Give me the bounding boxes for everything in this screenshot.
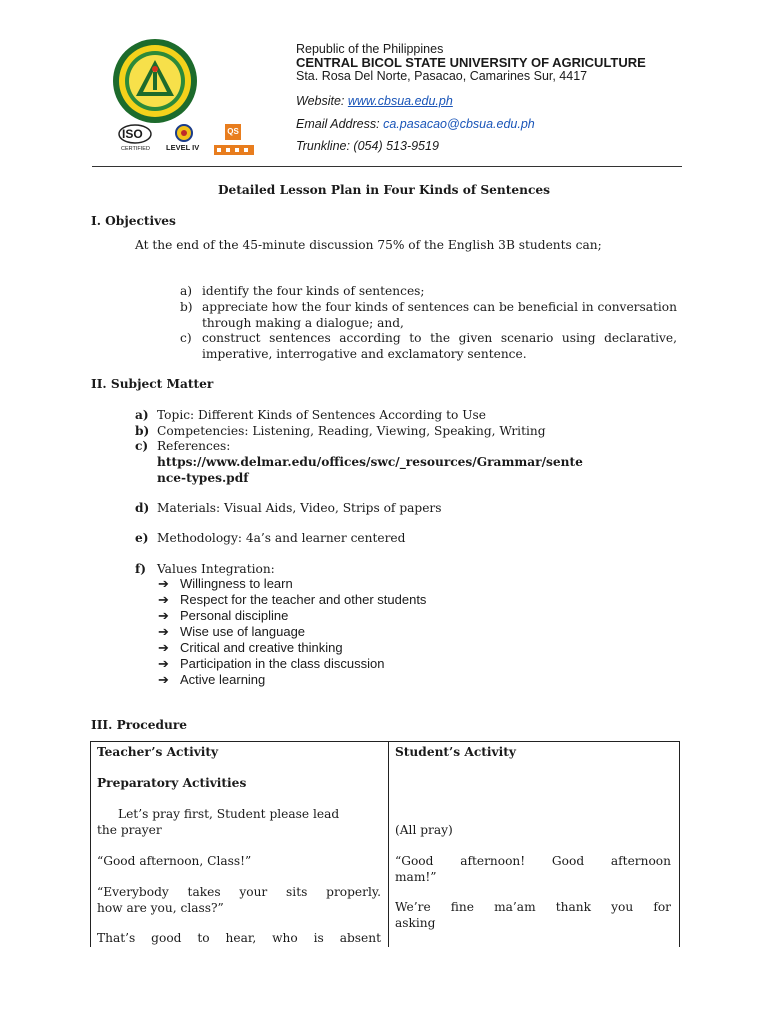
student-activity-header: Student’s Activity (395, 745, 516, 759)
subject-materials (157, 500, 441, 516)
teacher-activity-header: Teacher’s Activity (97, 745, 219, 759)
objective-item-marker: c) (180, 331, 192, 345)
qs-stars-icon (214, 145, 254, 155)
reference-url-line1[interactable]: https://www.delmar.edu/offices/swc/_resources/Grammar/sente (157, 455, 583, 469)
value-text: Participation in the class discussion (180, 656, 385, 671)
level-iv-text: LEVEL IV (166, 143, 200, 152)
subject-methodology: Methodology: 4a’s and learner centered (157, 531, 406, 545)
header-website (296, 94, 453, 109)
topic-value: Different Kinds of Sentences According to Use (194, 408, 486, 422)
header-university-name: CENTRAL BICOL STATE UNIVERSITY OF AGRICULTURE (296, 55, 646, 70)
header-divider (92, 166, 682, 167)
table-column-divider (388, 742, 389, 947)
header-email (296, 117, 535, 132)
header-republic: Republic of the Philippines (296, 42, 444, 56)
materials-label: Materials: (157, 501, 221, 515)
list-item (158, 656, 426, 672)
iso-certified-badge (118, 124, 158, 152)
teacher-prayer-line1: Let’s pray first, Student please lead (118, 807, 340, 821)
subject-matter-heading: II. Subject Matter (91, 377, 214, 391)
student-greeting-line1: “Good afternoon! Good afternoon (395, 854, 671, 868)
right-arrow-icon: ➔ (158, 624, 169, 639)
website-label: Website: (296, 94, 348, 108)
certification-badges (118, 124, 258, 160)
preparatory-activities: Preparatory Activities (97, 776, 247, 790)
subject-item-marker: c) (135, 439, 149, 453)
right-arrow-icon: ➔ (158, 672, 169, 687)
website-link[interactable]: www.cbsua.edu.ph (347, 94, 453, 108)
list-item (158, 640, 426, 656)
value-text: Active learning (180, 672, 266, 687)
objective-item-text: identify the four kinds of sentences; (202, 284, 425, 298)
topic-label: Topic: (157, 408, 195, 422)
teacher-seating-line2: how are you, class?” (97, 901, 224, 915)
objective-item-text: construct sentences according to the given scenario using declarative, imperative, interrogative and exclamatory sentence. (202, 331, 677, 361)
student-response-line1: We’re fine ma’am thank you for (395, 900, 671, 914)
subject-item-marker: e) (135, 531, 149, 545)
objectives-heading: I. Objectives (91, 214, 176, 228)
email-link[interactable]: ca.pasacao@cbsua.edu.ph (383, 117, 535, 131)
student-greeting-line2: mam!” (395, 870, 437, 884)
value-text: Respect for the teacher and other students (180, 592, 427, 607)
iso-badge-subtext: CERTIFIED (121, 146, 150, 152)
header-trunkline: Trunkline: (054) 513-9519 (296, 139, 439, 153)
competencies-value: Listening, Reading, Viewing, Speaking, Writing (248, 424, 546, 438)
email-label: Email Address: (296, 117, 384, 131)
student-prayer: (All pray) (395, 823, 453, 837)
value-text: Willingness to learn (180, 576, 293, 591)
procedure-heading: III. Procedure (91, 718, 188, 732)
header-address: Sta. Rosa Del Norte, Pasacao, Camarines Sur, 4417 (296, 69, 588, 83)
objective-item-text: appreciate how the four kinds of sentences can be beneficial in conversation through making a dialogue; and, (202, 300, 677, 330)
subject-item-marker: b) (135, 424, 150, 438)
right-arrow-icon: ➔ (158, 640, 169, 655)
university-seal-logo (112, 38, 198, 124)
subject-item-marker: d) (135, 501, 150, 515)
list-item (158, 576, 426, 592)
teacher-seating-line1: “Everybody takes your sits properly. (97, 885, 381, 899)
value-text: Personal discipline (180, 608, 289, 623)
value-text: Critical and creative thinking (180, 640, 343, 655)
values-list (158, 576, 426, 688)
level-iv-emblem-icon (172, 124, 196, 142)
teacher-greeting: “Good afternoon, Class!” (97, 854, 252, 868)
list-item (158, 592, 426, 608)
qs-logo: QS (225, 124, 241, 140)
procedure-table (90, 741, 680, 947)
subject-item-marker: f) (135, 562, 147, 576)
reference-url-line2[interactable]: nce-types.pdf (157, 471, 249, 485)
objective-item-marker: b) (180, 300, 193, 314)
objective-item-marker: a) (180, 284, 193, 298)
teacher-attendance-line: That’s good to hear, who is absent (97, 931, 381, 945)
right-arrow-icon: ➔ (158, 656, 169, 671)
right-arrow-icon: ➔ (158, 592, 169, 607)
objectives-intro: At the end of the 45-minute discussion 75% of the English 3B students can; (135, 238, 602, 252)
student-response-line2: asking (395, 916, 436, 930)
list-item (158, 672, 426, 688)
value-text: Wise use of language (180, 624, 306, 639)
materials-value: Visual Aids, Video, Strips of papers (220, 501, 442, 515)
subject-topic (157, 407, 486, 423)
teacher-prayer-line2: the prayer (97, 823, 162, 837)
references-label: References: (157, 439, 231, 453)
document-title: Detailed Lesson Plan in Four Kinds of Sentences (217, 183, 551, 197)
competencies-label: Competencies: (157, 424, 249, 438)
values-integration-label: Values Integration: (157, 562, 275, 576)
subject-competencies (157, 423, 546, 439)
list-item (158, 608, 426, 624)
right-arrow-icon: ➔ (158, 576, 169, 591)
iso-badge-text: ISO (122, 127, 143, 141)
list-item (158, 624, 426, 640)
subject-item-marker: a) (135, 408, 149, 422)
right-arrow-icon: ➔ (158, 608, 169, 623)
